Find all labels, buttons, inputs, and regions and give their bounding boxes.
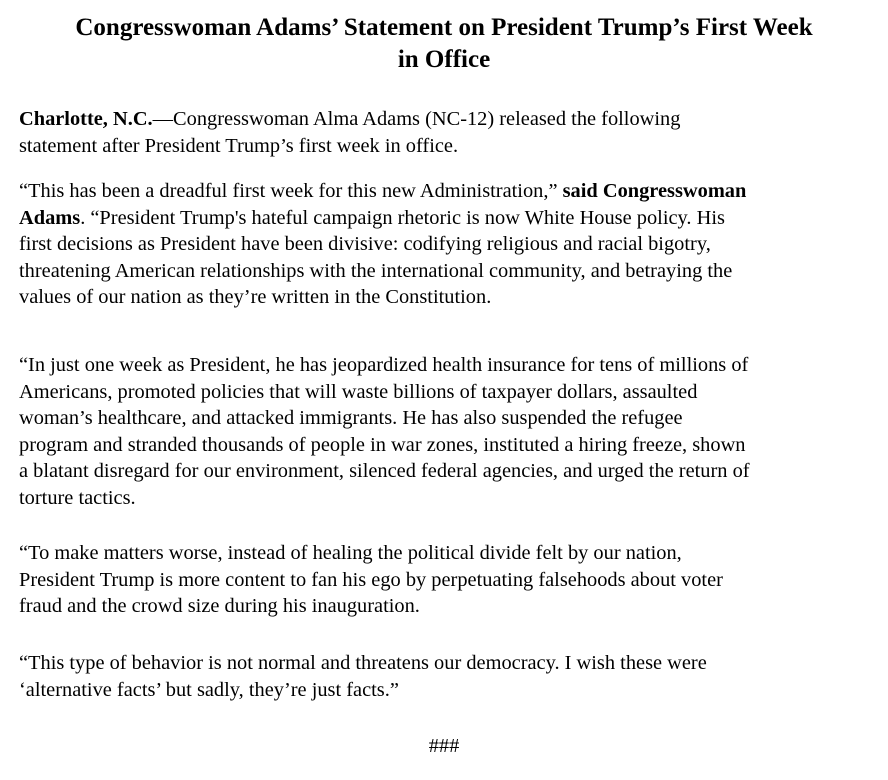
paragraph-line: Americans, promoted policies that will waste billions of taxpayer dollars, assaulted — [19, 380, 698, 403]
paragraph-line — [19, 205, 879, 232]
paragraph-line: a blatant disregard for our environment, silenced federal agencies, and urged the return of — [19, 460, 750, 482]
paragraph-line — [19, 178, 879, 205]
paragraph-line: torture tactics. — [19, 486, 136, 509]
quote-text: . “President Trump's hateful campaign rhetoric is now White House policy. His — [80, 206, 725, 229]
paragraph-line: threatening American relationships with the international community, and betraying the — [19, 259, 733, 282]
attribution: Adams — [19, 206, 81, 229]
dateline-paragraph — [19, 106, 879, 159]
paragraph-line — [19, 106, 879, 133]
attribution: said Congresswoman — [562, 180, 747, 202]
paragraph-line: ‘alternative facts’ but sadly, they’re just facts.” — [19, 678, 399, 701]
quote-paragraph-3 — [19, 540, 879, 620]
paragraph-line: “This type of behavior is not normal and threatens our democracy. I wish these were — [19, 652, 707, 674]
dateline-text: —Congresswoman Alma Adams (NC-12) released the following — [152, 108, 681, 130]
paragraph-line: President Trump is more content to fan his ego by perpetuating falsehoods about voter — [19, 568, 723, 591]
dateline: Charlotte, N.C. — [19, 108, 153, 130]
quote-paragraph-1 — [19, 178, 879, 311]
quote-text: “This has been a dreadful first week for this new Administration,” — [19, 180, 563, 202]
paragraph-line: statement after President Trump’s first week in office. — [19, 134, 459, 157]
paragraph-line: fraud and the crowd size during his inauguration. — [19, 595, 420, 617]
paragraph-line: first decisions as President have been divisive: codifying religious and racial bigotry, — [19, 233, 711, 255]
paragraph-line: “To make matters worse, instead of healing the political divide felt by our nation, — [19, 542, 682, 564]
title-line: in Office — [397, 46, 491, 73]
quote-paragraph-2 — [19, 352, 879, 511]
paragraph-line: “In just one week as President, he has jeopardized health insurance for tens of millions of — [19, 354, 749, 376]
paragraph-line: woman’s healthcare, and attacked immigrants. He has also suspended the refugee — [19, 407, 683, 429]
title-line: Congresswoman Adams’ Statement on President Trump’s First Week — [75, 14, 813, 41]
paragraph-line: values of our nation as they’re written in the Constitution. — [19, 286, 492, 308]
paragraph-line: program and stranded thousands of people in war zones, instituted a hiring freeze, shown — [19, 433, 746, 456]
end-of-release-mark: ### — [428, 735, 460, 757]
page-title — [16, 12, 872, 76]
quote-paragraph-4 — [19, 650, 879, 703]
